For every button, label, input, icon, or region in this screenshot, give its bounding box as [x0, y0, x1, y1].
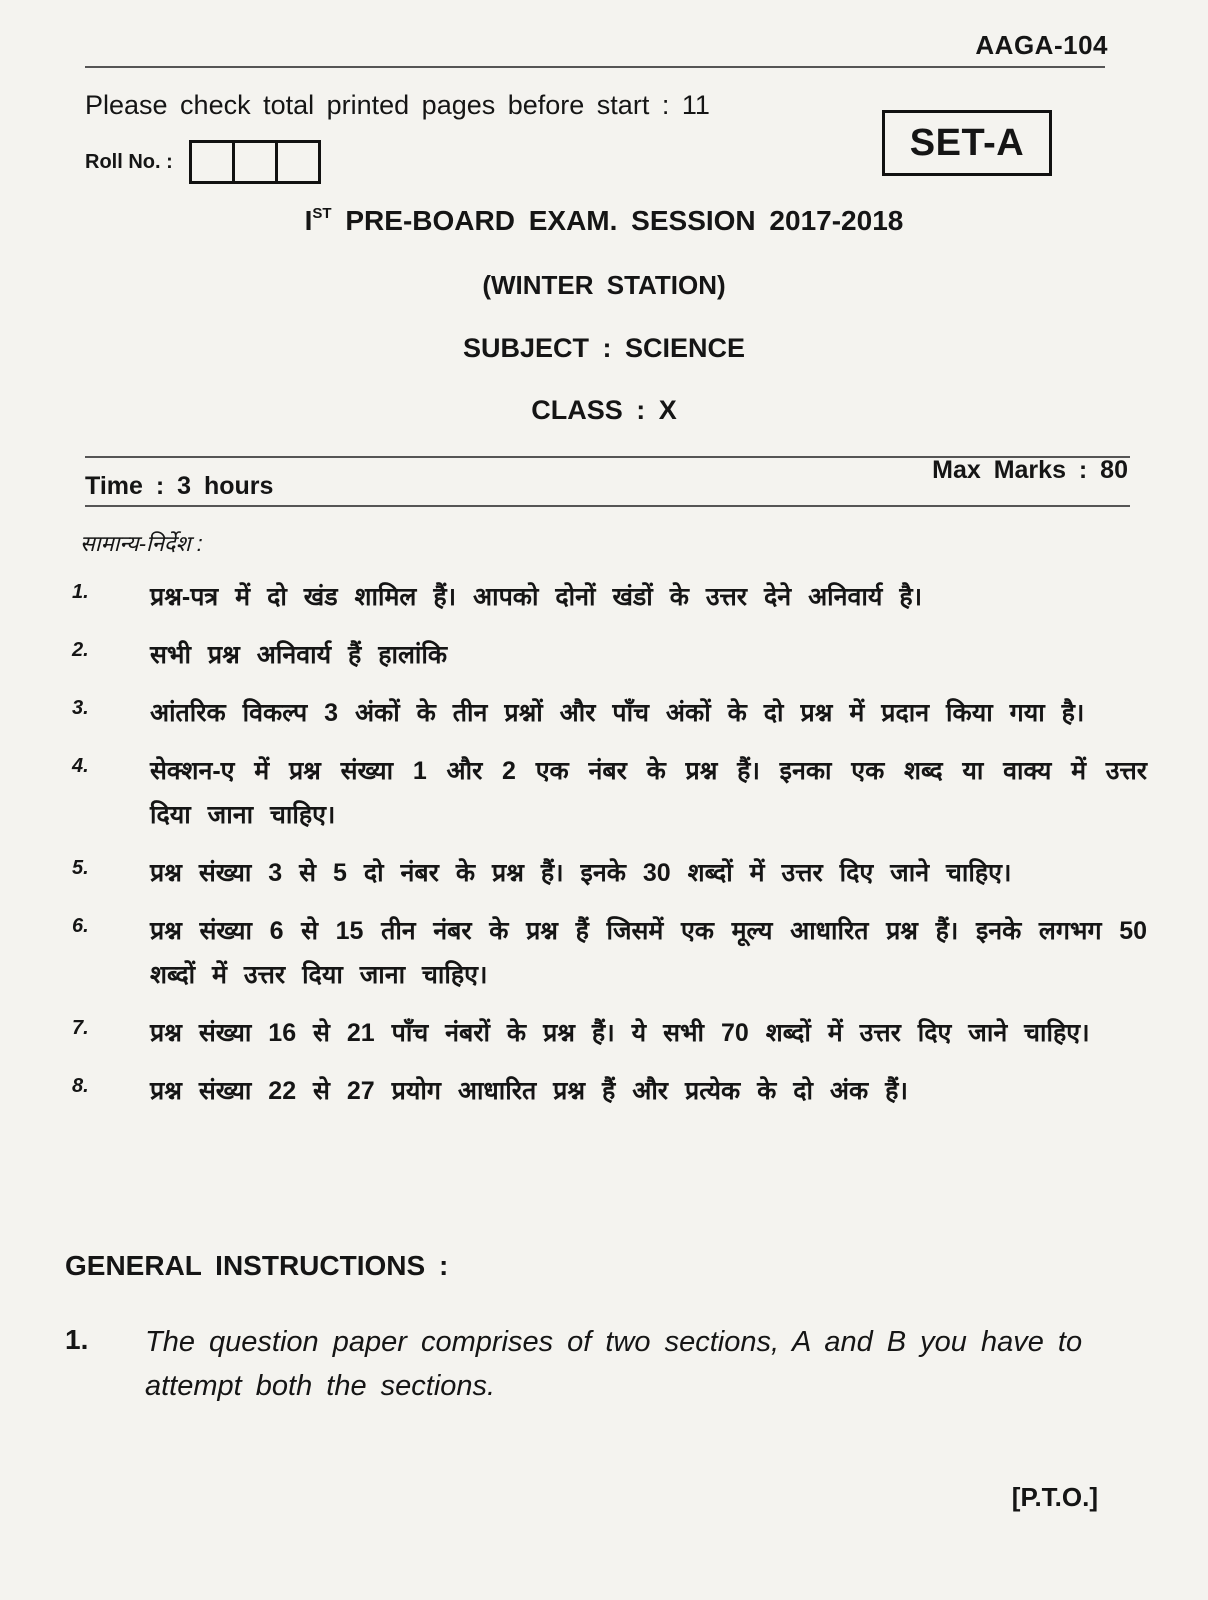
instruction-text: प्रश्न संख्या 22 से 27 प्रयोग आधारित प्रश्न हैं और प्रत्येक के दो अंक हैं। [150, 1077, 908, 1105]
general-instruction-item [65, 1320, 1140, 1408]
instruction-number: 6. [72, 915, 89, 937]
exam-ordinal-suffix: ST [312, 205, 332, 222]
instruction-number: 1. [65, 1324, 89, 1355]
exam-title-text: PRE-BOARD EXAM. SESSION 2017-2018 [345, 205, 904, 236]
instruction-text: आंतरिक विकल्प 3 अंकों के तीन प्रश्नों और पाँच अंकों के दो प्रश्न में प्रदान किया गया है। [150, 699, 1085, 727]
instruction-text: प्रश्न संख्या 3 से 5 दो नंबर के प्रश्न हैं। इनके 30 शब्दों में उत्तर दिए जाने चाहिए। [150, 859, 1012, 887]
set-badge [882, 110, 1052, 176]
instruction-text: प्रश्न-पत्र में दो खंड शामिल हैं। आपको दोनों खंडों के उत्तर देने अनिवार्य है। [150, 583, 923, 611]
paper-code: AAGA-104 [975, 30, 1108, 60]
hindi-instruction-item [72, 633, 1147, 677]
exam-station: (WINTER STATION) [482, 270, 726, 300]
hindi-instruction-item [72, 749, 1147, 837]
hindi-instruction-item [72, 1011, 1147, 1055]
hindi-instructions-heading: सामान्य-निर्देश : [80, 531, 203, 556]
hindi-instructions-list [72, 575, 1147, 1127]
roll-number-boxes[interactable] [189, 140, 321, 184]
check-pages-note: Please check total printed pages before start : 11 [85, 90, 710, 120]
instruction-number: 1. [72, 581, 89, 603]
instruction-number: 8. [72, 1075, 89, 1097]
instruction-number: 3. [72, 697, 89, 719]
instruction-text: सभी प्रश्न अनिवार्य हैं हालांकि [150, 641, 448, 669]
instruction-text: प्रश्न संख्या 16 से 21 पाँच नंबरों के प्रश्न हैं। ये सभी 70 शब्दों में उत्तर दिए जाने चाहिए। [150, 1019, 1090, 1047]
general-instructions-heading: GENERAL INSTRUCTIONS : [65, 1250, 449, 1281]
roll-number-row [85, 140, 321, 184]
details-divider-bottom [85, 505, 1130, 507]
exam-time: Time : 3 hours [85, 472, 274, 500]
exam-class: CLASS : X [531, 395, 677, 425]
top-divider [85, 66, 1105, 68]
hindi-instruction-item [72, 909, 1147, 997]
exam-ordinal: I [304, 205, 313, 236]
set-label: SET-A [909, 121, 1025, 164]
exam-title [0, 205, 1208, 237]
exam-max-marks: Max Marks : 80 [932, 456, 1128, 484]
instruction-text: The question paper comprises of two sections, A and B you have to attempt both the sections. [145, 1326, 1083, 1402]
roll-number-digit-box[interactable] [235, 143, 278, 181]
hindi-instruction-item [72, 851, 1147, 895]
roll-number-digit-box[interactable] [192, 143, 235, 181]
roll-number-digit-box[interactable] [278, 143, 318, 181]
roll-number-label: Roll No. : [85, 150, 173, 173]
hindi-instruction-item [72, 691, 1147, 735]
exam-subject: SUBJECT : SCIENCE [462, 333, 746, 363]
hindi-instruction-item [72, 575, 1147, 619]
instruction-text: सेक्शन-ए में प्रश्न संख्या 1 और 2 एक नंबर के प्रश्न हैं। इनका एक शब्द या वाक्य में उत्तर दिया जाना चाहिए। [150, 757, 1147, 829]
instruction-number: 7. [72, 1017, 89, 1039]
please-turn-over: [P.T.O.] [1011, 1482, 1098, 1512]
instruction-number: 5. [72, 857, 89, 879]
instruction-text: प्रश्न संख्या 6 से 15 तीन नंबर के प्रश्न हैं जिसमें एक मूल्य आधारित प्रश्न हैं। इनके लगभग 50 शब्दों में उत्तर दिया जाना चाहिए। [150, 917, 1147, 989]
instruction-number: 2. [72, 639, 89, 661]
hindi-instruction-item [72, 1069, 1147, 1113]
instruction-number: 4. [72, 755, 89, 777]
